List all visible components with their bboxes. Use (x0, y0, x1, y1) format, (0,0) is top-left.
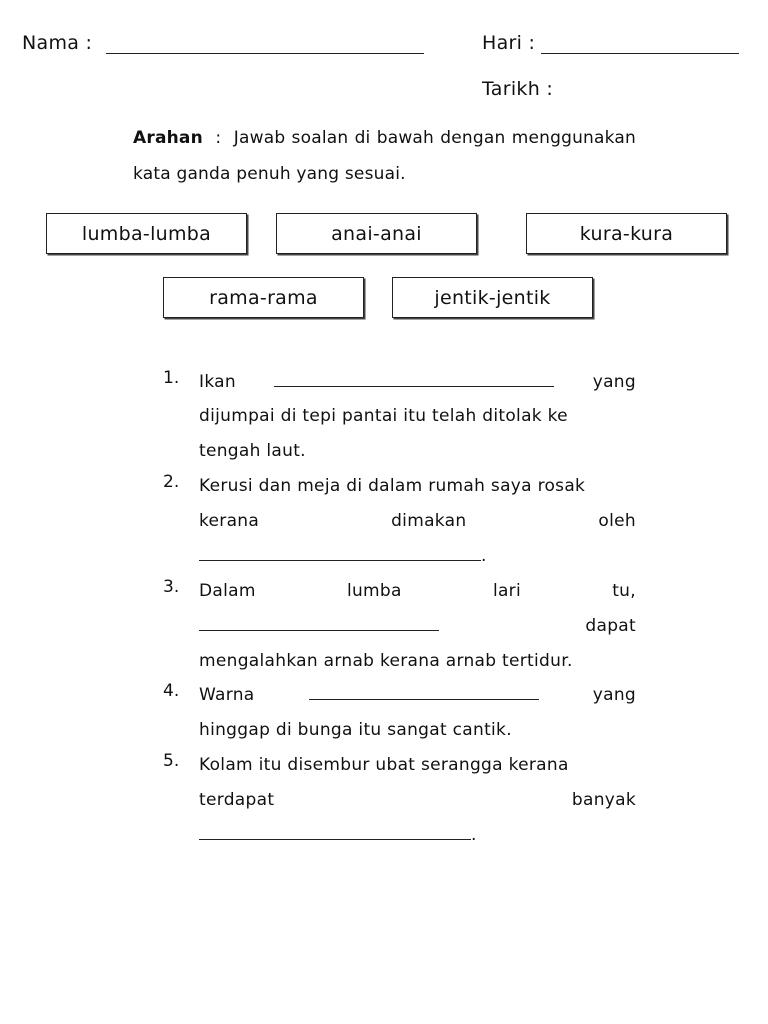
question-text: Kolam itu disembur ubat serangga kerana (199, 755, 569, 775)
question-line (199, 784, 636, 810)
question-word: banyak (571, 790, 636, 810)
question-line (199, 505, 636, 531)
question-number: 5. (163, 751, 180, 771)
instruction-label: Arahan (133, 128, 203, 148)
question-number: 4. (163, 681, 180, 701)
question-number: 1. (163, 368, 180, 388)
question-word: lumba (346, 581, 402, 601)
question-word: Dalam (199, 581, 256, 601)
question-word: oleh (598, 511, 636, 531)
question-word: yang (592, 372, 636, 392)
question-line (199, 366, 636, 392)
question-line (199, 645, 636, 671)
instruction-text: Jawab soalan di bawah dengan menggunakan kata ganda penuh yang sesuai. (133, 128, 636, 184)
answer-blank[interactable] (309, 699, 539, 700)
question-word: . (481, 546, 487, 566)
question-text: Kerusi dan meja di dalam rumah saya rosak (199, 476, 586, 496)
answer-blank[interactable] (274, 386, 554, 387)
question-word: . (471, 825, 477, 845)
question-line (199, 540, 636, 566)
question-word: tu, (612, 581, 636, 601)
word-box-lumba-lumba: lumba-lumba (46, 213, 247, 254)
answer-blank[interactable] (199, 630, 439, 631)
word-box-rama-rama: rama-rama (163, 277, 364, 318)
question-word: lari (492, 581, 521, 601)
question-word: Ikan (199, 372, 236, 392)
question-word: dimakan (391, 511, 467, 531)
question-line (199, 749, 636, 775)
instruction (133, 120, 636, 192)
question-text: dijumpai di tepi pantai itu telah ditolak ke (199, 406, 568, 426)
question-text: tengah laut. (199, 441, 306, 461)
question-number: 3. (163, 577, 180, 597)
question-word: Warna (199, 685, 255, 705)
day-field[interactable] (541, 53, 739, 54)
name-label: Nama : (22, 32, 93, 54)
question-line (199, 470, 636, 496)
question-word: kerana (199, 511, 260, 531)
question-text: hinggap di bunga itu sangat cantik. (199, 720, 512, 740)
question-line (199, 714, 636, 740)
question-text: mengalahkan arnab kerana arnab tertidur. (199, 651, 573, 671)
question-line (199, 610, 636, 636)
question-line (199, 819, 636, 845)
name-field[interactable] (106, 53, 424, 54)
answer-blank[interactable] (199, 560, 481, 561)
question-word: dapat (585, 616, 636, 636)
word-box-anai-anai: anai-anai (276, 213, 477, 254)
question-word: terdapat (199, 790, 275, 810)
instruction-colon: : (215, 128, 222, 148)
word-box-kura-kura: kura-kura (526, 213, 727, 254)
question-line (199, 435, 636, 461)
day-label: Hari : (482, 32, 536, 54)
word-box-jentik-jentik: jentik-jentik (392, 277, 593, 318)
question-line (199, 575, 636, 601)
question-word: yang (592, 685, 636, 705)
question-number: 2. (163, 472, 180, 492)
answer-blank[interactable] (199, 839, 471, 840)
question-line (199, 679, 636, 705)
date-label: Tarikh : (482, 78, 554, 100)
question-line (199, 400, 636, 426)
